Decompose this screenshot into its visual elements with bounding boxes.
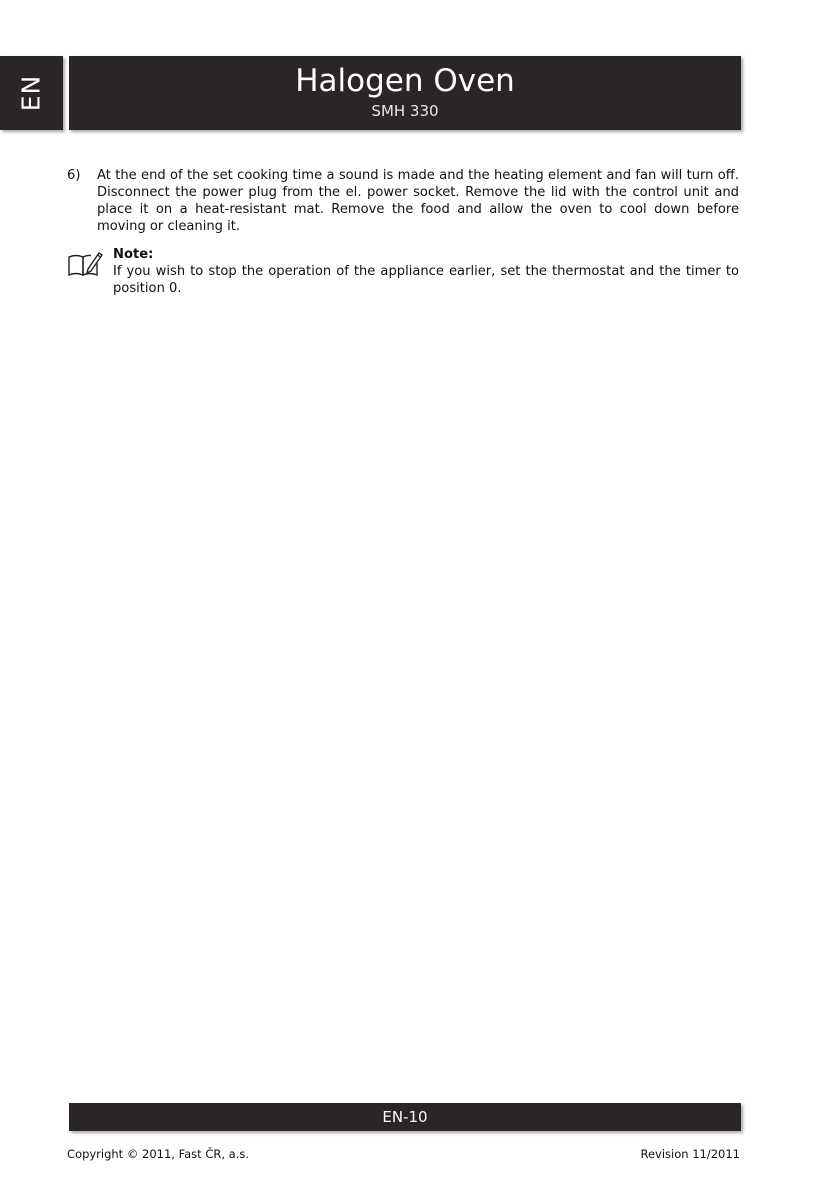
step-text: At the end of the set cooking time a sound is made and the heating element and fan will turn off. Disconnect the power plug from the el. power socket. Remove the lid with the control unit and place it on a heat-resistant mat. Remove the food and allow the oven to cool down before moving or cleaning it. <box>97 168 739 234</box>
page-number: EN-10 <box>382 1108 428 1126</box>
page-header <box>69 56 741 130</box>
page-number-bar <box>69 1103 741 1131</box>
note-text: If you wish to stop the operation of the appliance earlier, set the thermostat and the timer to position 0. <box>113 264 739 296</box>
note-title: Note: <box>113 247 154 262</box>
language-tab <box>0 56 63 130</box>
copyright-notice: Copyright © 2011, Fast ČR, a.s. <box>67 1147 250 1161</box>
language-label: EN <box>16 74 46 112</box>
step-number: 6) <box>67 168 81 183</box>
revision-label: Revision 11/2011 <box>640 1147 740 1161</box>
note-block <box>67 246 739 297</box>
model-name: SMH 330 <box>371 102 439 120</box>
page-title: Halogen Oven <box>295 63 515 99</box>
instruction-step <box>67 167 739 235</box>
book-pencil-icon <box>67 249 103 279</box>
